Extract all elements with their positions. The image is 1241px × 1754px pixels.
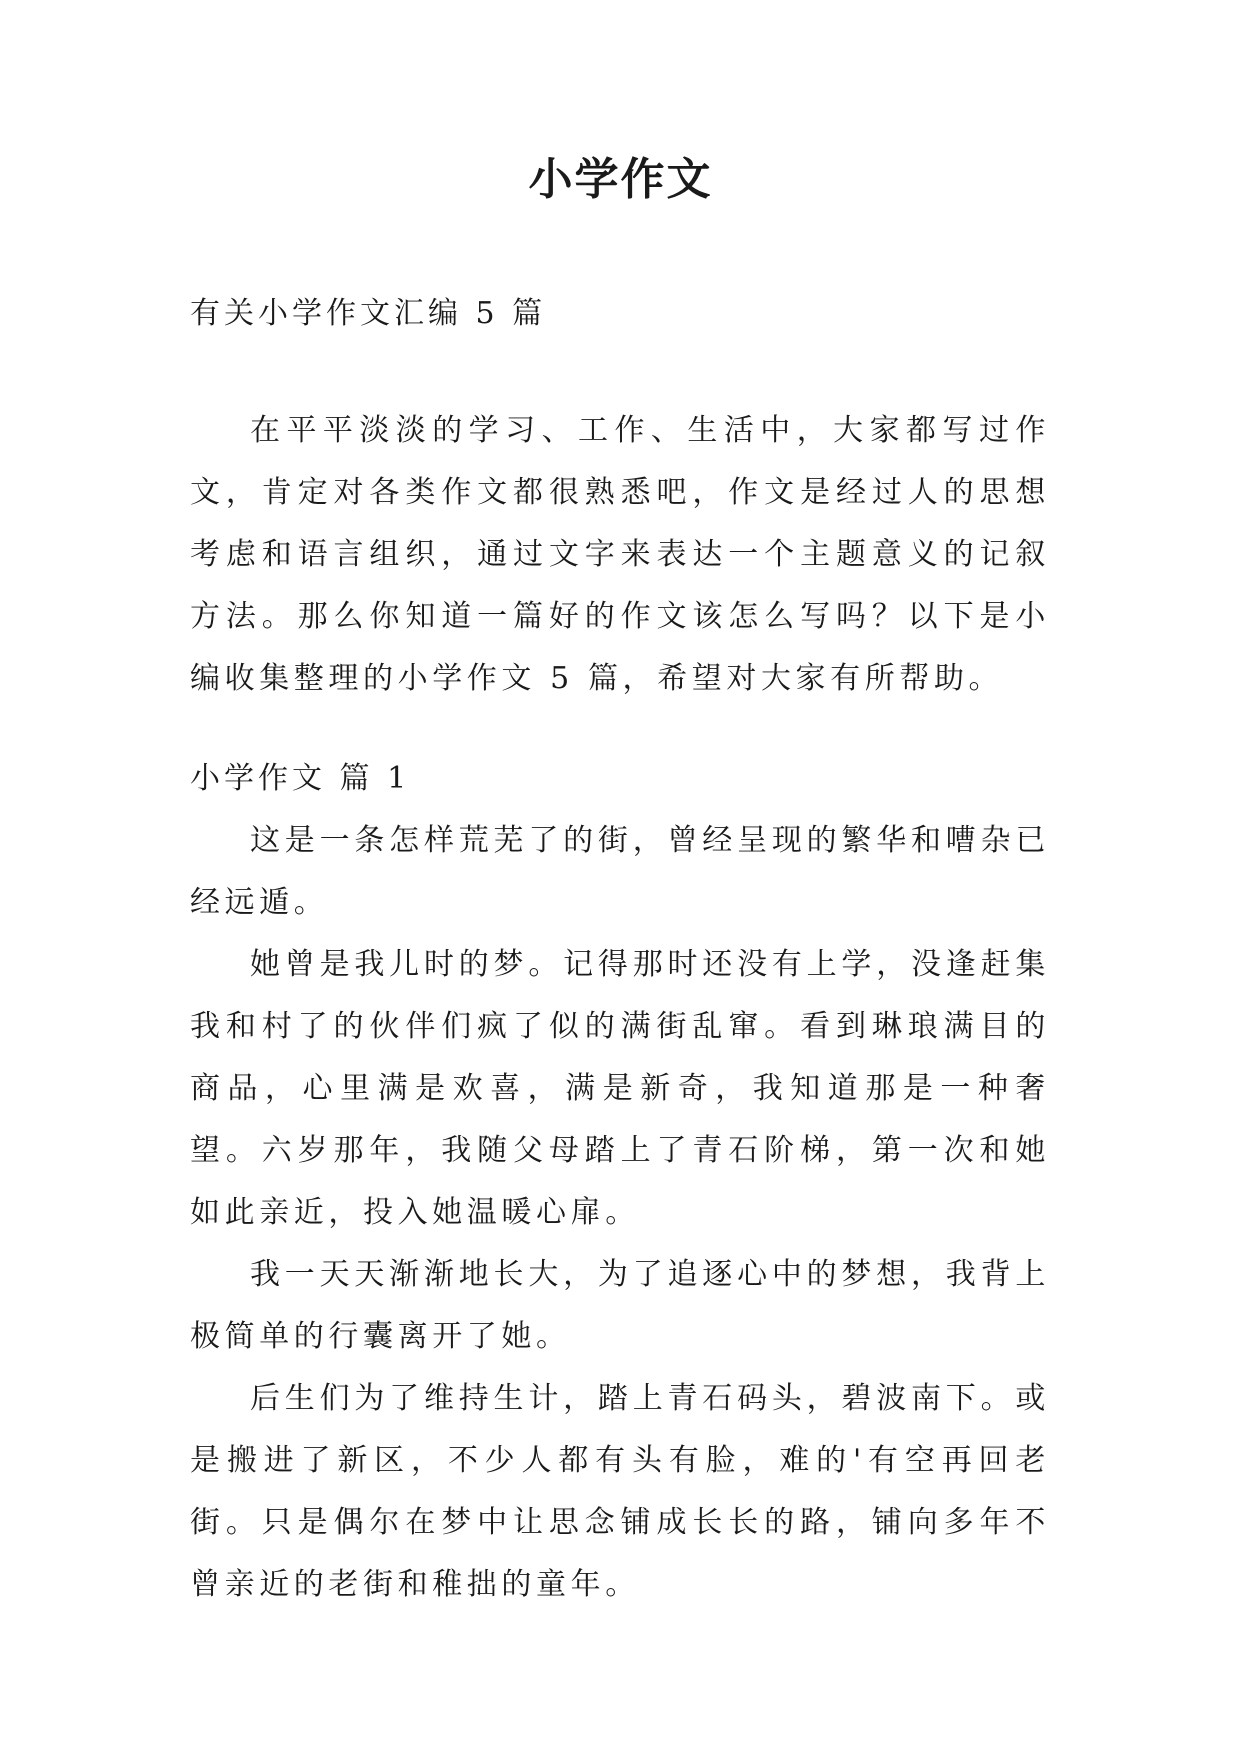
article-section-1 bbox=[190, 748, 1050, 1616]
intro-paragraph: 在平平淡淡的学习、工作、生活中，大家都写过作文，肯定对各类作文都很熟悉吧，作文是经过人的思想考虑和语言组织，通过文字来表达一个主题意义的记叙方法。那么你知道一篇好的作文该怎么写吗？以下是小编收集整理的小学作文 5 篇，希望对大家有所帮助。 bbox=[190, 413, 1050, 696]
article-paragraph: 这是一条怎样荒芜了的街，曾经呈现的繁华和嘈杂已经远遁。 bbox=[190, 823, 1050, 920]
article-paragraph: 后生们为了维持生计，踏上青石码头，碧波南下。或是搬进了新区，不少人都有头有脸，难的'有空再回老街。只是偶尔在梦中让思念铺成长长的路，铺向多年不曾亲近的老街和稚拙的童年。 bbox=[190, 1381, 1050, 1602]
document-subtitle: 有关小学作文汇编 5 篇 bbox=[190, 296, 547, 331]
document-title: 小学作文 bbox=[528, 154, 713, 205]
article-paragraph: 她曾是我儿时的梦。记得那时还没有上学，没逢赶集我和村了的伙伴们疯了似的满街乱窜。看到琳琅满目的商品，心里满是欢喜，满是新奇，我知道那是一种奢望。六岁那年，我随父母踏上了青石阶梯，第一次和她如此亲近，投入她温暖心扉。 bbox=[190, 947, 1050, 1230]
article-paragraph: 我一天天渐渐地长大，为了追逐心中的梦想，我背上极简单的行囊离开了她。 bbox=[190, 1257, 1050, 1354]
intro-section bbox=[190, 400, 1050, 710]
section-heading: 小学作文 篇 1 bbox=[190, 761, 411, 796]
